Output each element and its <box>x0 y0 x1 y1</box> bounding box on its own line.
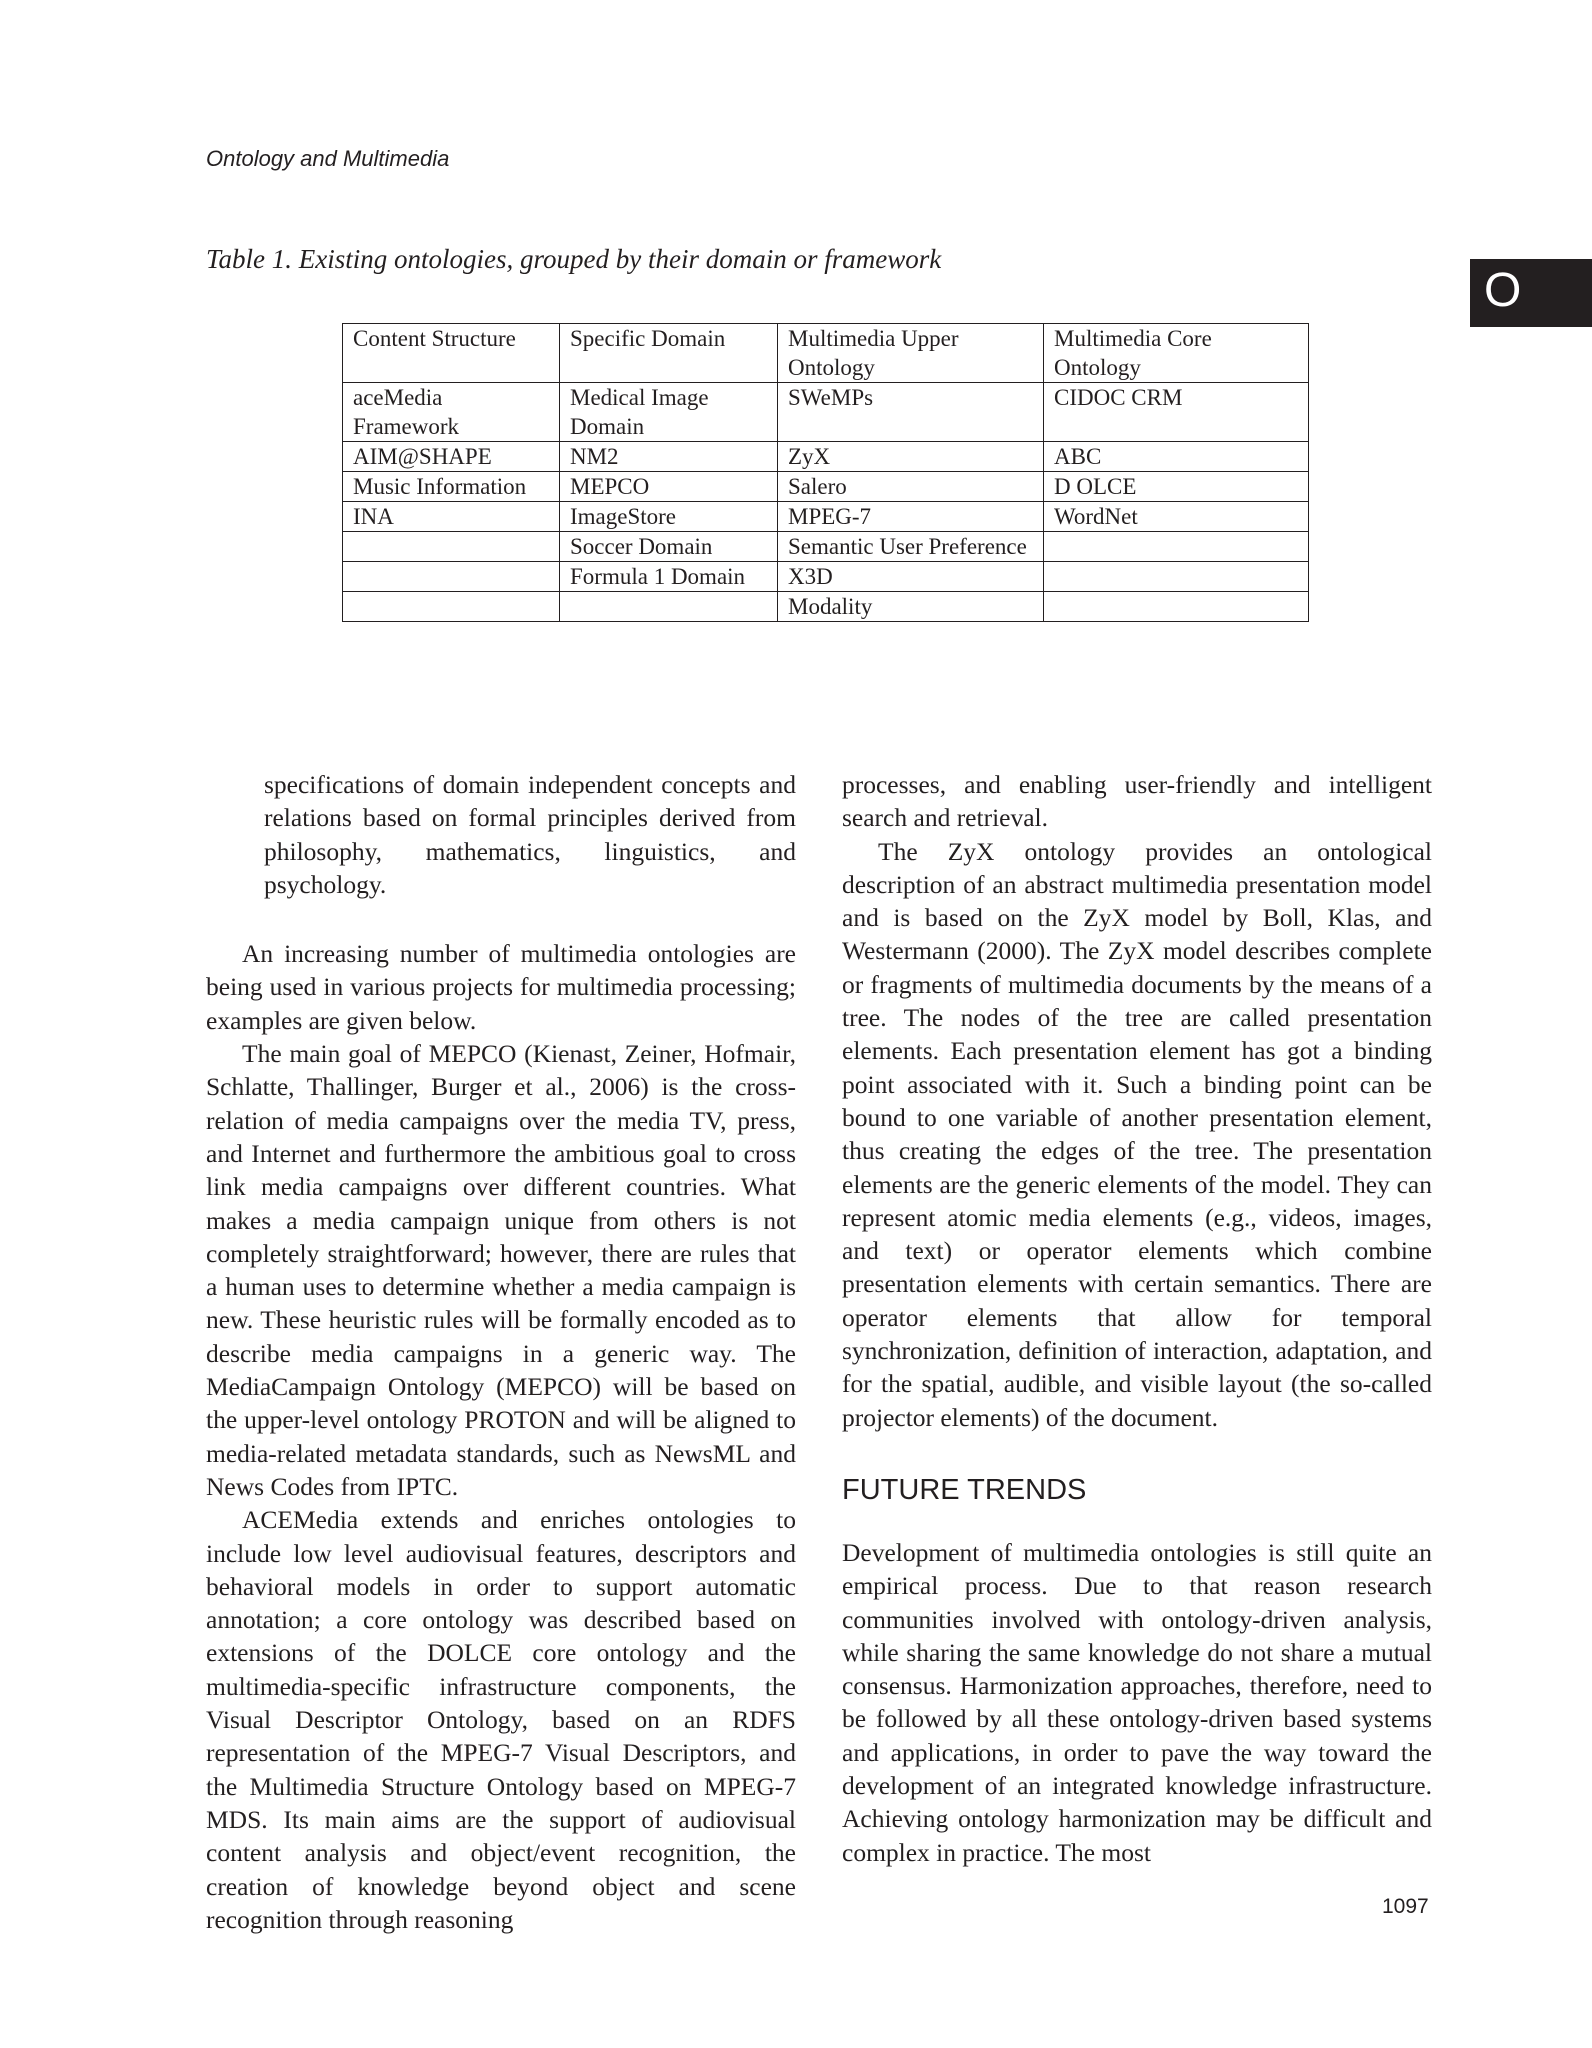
table-cell: ZyX <box>778 442 1044 472</box>
table-row <box>343 442 1309 472</box>
body-paragraph: The main goal of MEPCO (Kienast, Zeiner, Hofmair, Schlatte, Thallinger, Burger et al., 2006) is the cross-relation of media campaigns over the media TV, press, and Internet and furthermore the ambitious goal to cross link media campaigns over different countries. What makes a media campaign unique from others is not completely straightforward; however, there are rules that a human uses to determine whether a media campaign is new. These heuristic rules will be formally encoded as to describe media campaigns in a generic way. The MediaCampaign Ontology (MEPCO) will be based on the upper-level ontology PROTON and will be aligned to media-related metadata standards, such as NewsML and News Codes from IPTC. <box>206 1039 796 1501</box>
table-cell: ImageStore <box>560 502 778 532</box>
page-number: 1097 <box>1382 1895 1429 1918</box>
table-cell: Music Information <box>343 472 560 502</box>
left-text-column <box>206 768 796 1936</box>
table-cell: D OLCE <box>1044 472 1309 502</box>
table-cell <box>1044 562 1309 592</box>
table-header-cell: Multimedia Core Ontology <box>1044 324 1309 383</box>
table-cell: Medical Image Domain <box>560 383 778 442</box>
block-quote: specifications of domain independent concepts and relations based on formal principles derived from philosophy, mathematics, linguistics, and psychology. <box>264 770 796 899</box>
table-row <box>343 592 1309 622</box>
body-paragraph: ACEMedia extends and enriches ontologies to include low level audiovisual features, descriptors and behavioral models in order to support automatic annotation; a core ontology was described based on extensions of the DOLCE core ontology and the multimedia-specific infrastructure components, the Visual Descriptor Ontology, based on an RDFS representation of the MPEG-7 Visual Descriptors, and the Multimedia Structure Ontology based on MPEG-7 MDS. Its main aims are the support of audiovisual content analysis and object/event recognition, the creation of knowledge beyond object and scene recognition through reasoning <box>206 1505 796 1934</box>
table-cell: Salero <box>778 472 1044 502</box>
table-cell: aceMedia Framework <box>343 383 560 442</box>
table-cell: CIDOC CRM <box>1044 383 1309 442</box>
table-caption: Table 1. Existing ontologies, grouped by their domain or framework <box>206 244 942 274</box>
table-cell <box>1044 592 1309 622</box>
table-row <box>343 532 1309 562</box>
table-header-cell: Content Structure <box>343 324 560 383</box>
body-paragraph: The ZyX ontology provides an ontological description of an abstract multimedia presentation model and is based on the ZyX model by Boll, Klas, and Westermann (2000). The ZyX model describes complete or fragments of multimedia documents by the means of a tree. The nodes of the tree are called presentation elements. Each presentation element has got a binding point associated with it. Such a binding point can be bound to one variable of another presentation element, thus creating the edges of the tree. The presentation elements are the generic elements of the model. They can represent atomic media elements (e.g., videos, images, and text) or operator elements which combine presentation elements with certain semantics. There are operator elements that allow for temporal synchronization, definition of interaction, adaptation, and for the spatial, audible, and visible layout (the so-called projector elements) of the document. <box>842 836 1432 1432</box>
table-cell: WordNet <box>1044 502 1309 532</box>
table-cell: MEPCO <box>560 472 778 502</box>
table-cell <box>560 592 778 622</box>
body-paragraph: An increasing number of multimedia ontologies are being used in various projects for multimedia processing; examples are given below. <box>206 939 796 1035</box>
table-cell: NM2 <box>560 442 778 472</box>
table-cell: Semantic User Preference <box>778 532 1044 562</box>
table-header-cell: Multimedia Upper Ontology <box>778 324 1044 383</box>
section-heading: FUTURE TRENDS <box>842 1473 1087 1506</box>
table-row <box>343 502 1309 532</box>
table-cell <box>343 592 560 622</box>
table-row <box>343 383 1309 442</box>
table-cell: SWeMPs <box>778 383 1044 442</box>
running-head: Ontology and Multimedia <box>206 146 450 171</box>
table-cell <box>343 532 560 562</box>
table-cell: MPEG-7 <box>778 502 1044 532</box>
table-cell <box>1044 532 1309 562</box>
table-header-cell: Specific Domain <box>560 324 778 383</box>
thumb-tab-letter: O <box>1484 264 1522 317</box>
body-paragraph: Development of multimedia ontologies is still quite an empirical process. Due to that reason research communities involved with ontology-driven analysis, while sharing the same knowledge do not share a mutual consensus. Harmonization approaches, therefore, need to be followed by all these ontology-driven based systems and applications, in order to pave the way toward the development of an integrated knowledge infrastructure. Achieving ontology harmonization may be difficult and complex in practice. The most <box>842 1537 1432 1867</box>
table-cell: X3D <box>778 562 1044 592</box>
section-thumb-tab <box>1470 259 1592 327</box>
table-row <box>343 562 1309 592</box>
paragraph-spacer <box>206 901 796 937</box>
table-cell: Modality <box>778 592 1044 622</box>
paragraph-spacer <box>842 1434 1432 1470</box>
table-cell: Formula 1 Domain <box>560 562 778 592</box>
body-paragraph: processes, and enabling user-friendly and intelligent search and retrieval. <box>842 770 1432 833</box>
right-text-column <box>842 768 1432 1869</box>
table-row <box>343 472 1309 502</box>
table-cell: INA <box>343 502 560 532</box>
table-cell: AIM@SHAPE <box>343 442 560 472</box>
table-cell: ABC <box>1044 442 1309 472</box>
table-header-row <box>343 324 1309 383</box>
table-cell <box>343 562 560 592</box>
ontologies-table <box>342 323 1309 622</box>
table-cell: Soccer Domain <box>560 532 778 562</box>
